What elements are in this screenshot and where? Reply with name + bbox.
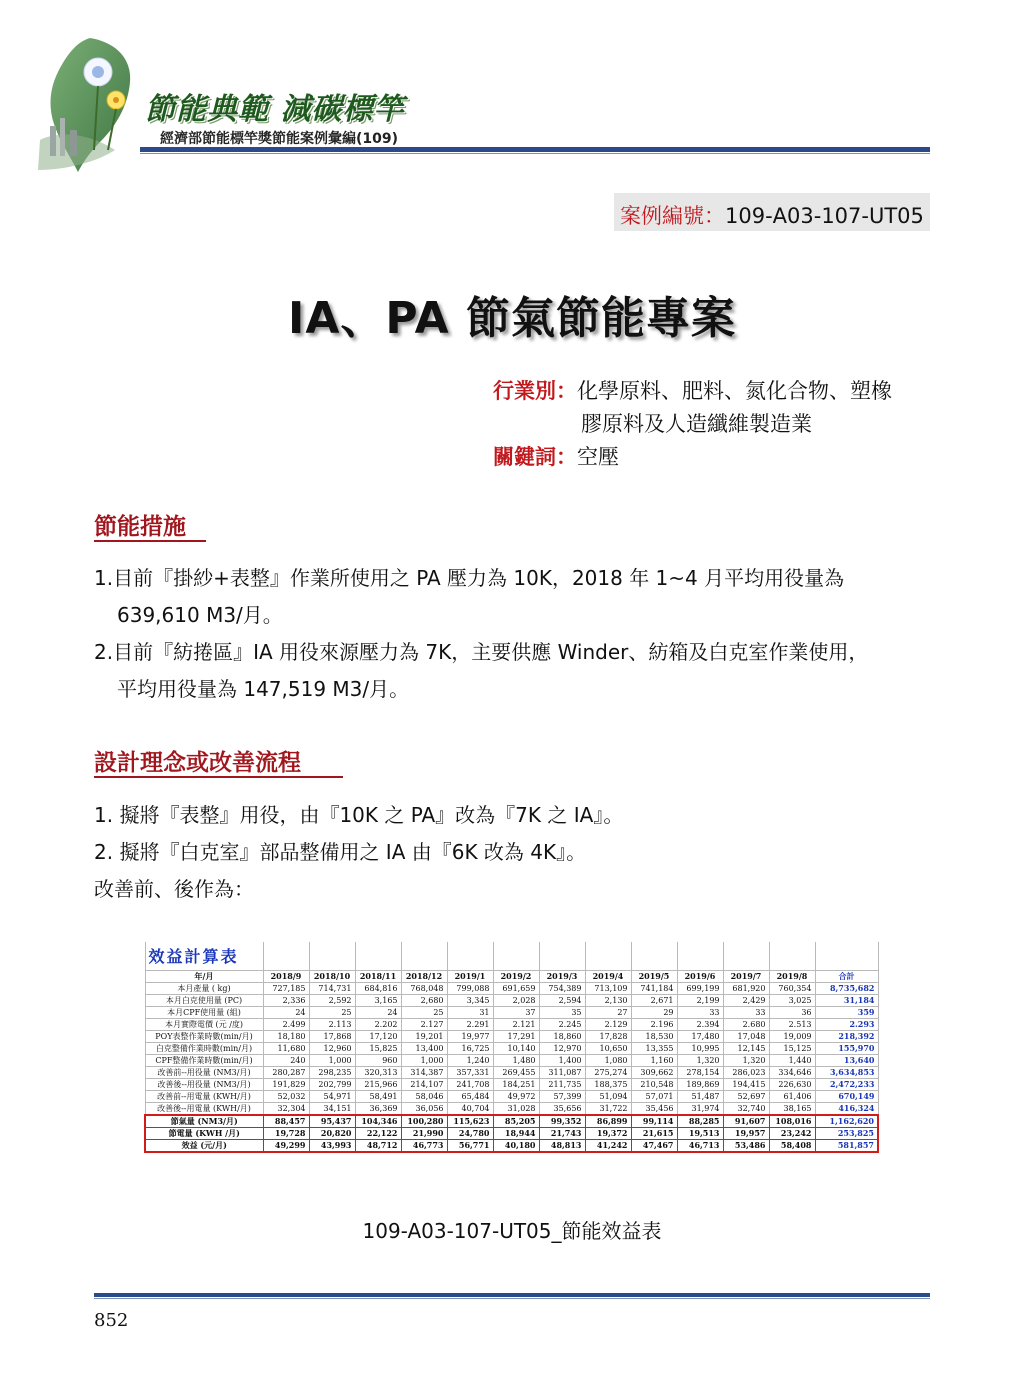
table-cell: 188,375 [585,1079,631,1091]
table-title-filler [539,942,585,971]
measure-line-4: 平均用役量為 147,519 M3/月。 [117,677,410,701]
table-cell: 2,680 [401,995,447,1007]
industry-value-1: 化學原料、肥料、氮化合物、塑橡 [577,379,892,403]
table-cell: 2.113 [309,1019,355,1031]
table-cell: 3,025 [769,995,815,1007]
design-line-3: 改善前、後作為： [94,877,254,901]
footer-divider [94,1293,930,1297]
table-cell: 713,109 [585,983,631,995]
table-cell: 19,372 [585,1128,631,1140]
table-cell: 13,400 [401,1043,447,1055]
industry-label: 行業別： [493,379,577,403]
table-cell: 53,486 [723,1140,769,1153]
table-cell: 58,408 [769,1140,815,1153]
row-label: POY表整作業時數(min/月) [145,1031,263,1043]
column-header: 2018/11 [355,971,401,983]
table-title-filler [493,942,539,971]
table-cell: 16,725 [447,1043,493,1055]
design-line-2: 2. 擬將『白克室』部品整備用之 IA 由『6K 改為 4K』。 [94,840,587,864]
table-cell: 35,656 [539,1103,585,1116]
total-cell: 8,735,682 [815,983,878,995]
table-cell: 19,728 [263,1128,309,1140]
table-cell: 1,480 [493,1055,539,1067]
table-cell: 754,389 [539,983,585,995]
row-label: CPF整備作業時數(min/月) [145,1055,263,1067]
table-cell: 49,299 [263,1140,309,1153]
table-row [145,1031,878,1043]
table-cell: 19,513 [677,1128,723,1140]
keyword-line [493,441,619,471]
table-cell: 684,816 [355,983,401,995]
table-cell: 2,671 [631,995,677,1007]
row-label: 效益 (元/月) [145,1140,263,1153]
table-cell: 202,799 [309,1079,355,1091]
table-cell: 24,780 [447,1128,493,1140]
row-label: 改善後--用役量 (NM3/月) [145,1079,263,1091]
table-cell: 19,201 [401,1031,447,1043]
table-cell: 36,369 [355,1103,401,1116]
row-label: 本月CPF使用量 (組) [145,1007,263,1019]
table-cell: 3,165 [355,995,401,1007]
table-cell: 681,920 [723,983,769,995]
table-cell: 34,151 [309,1103,355,1116]
table-cell: 35,456 [631,1103,677,1116]
table-cell: 10,140 [493,1043,539,1055]
table-cell: 57,399 [539,1091,585,1103]
total-cell: 670,149 [815,1091,878,1103]
table-cell: 10,995 [677,1043,723,1055]
total-cell: 218,392 [815,1031,878,1043]
table-cell: 40,180 [493,1140,539,1153]
row-label: 節氣量 (NM3/月) [145,1115,263,1128]
column-header: 2019/7 [723,971,769,983]
table-cell: 699,199 [677,983,723,995]
table-cell: 100,280 [401,1115,447,1128]
design-line-1: 1. 擬將『表整』用役，由『10K 之 PA』改為『7K 之 IA』。 [94,803,624,827]
table-cell: 19,977 [447,1031,493,1043]
table-cell: 51,094 [585,1091,631,1103]
banner-subtitle: 經濟部節能標竿獎節能案例彙編(109) [160,131,399,147]
table-cell: 33 [677,1007,723,1019]
table-cell: 17,828 [585,1031,631,1043]
table-cell: 691,659 [493,983,539,995]
table-cell: 714,731 [309,983,355,995]
table-cell: 211,735 [539,1079,585,1091]
case-number-label: 案例編號： [620,204,725,228]
column-header: 2019/6 [677,971,723,983]
table-cell: 3,345 [447,995,493,1007]
keyword-label: 關鍵詞： [493,445,577,469]
table-cell: 49,972 [493,1091,539,1103]
column-header: 2019/4 [585,971,631,983]
table-cell: 298,235 [309,1067,355,1079]
table-cell: 12,145 [723,1043,769,1055]
table-row-highlight [145,1128,878,1140]
table-title-filler [677,942,723,971]
header-divider-thin [140,153,930,154]
section-heading-measures: 節能措施 [94,514,186,540]
table-cell: 280,287 [263,1067,309,1079]
table-row [145,1091,878,1103]
table-title: 效益計算表 [145,942,263,971]
table-cell: 52,697 [723,1091,769,1103]
total-cell: 253,825 [815,1128,878,1140]
header-divider [140,147,930,152]
table-title-filler [585,942,631,971]
table-cell: 17,291 [493,1031,539,1043]
table-cell: 58,046 [401,1091,447,1103]
table-cell: 2.127 [401,1019,447,1031]
total-cell: 13,640 [815,1055,878,1067]
table-cell: 2.680 [723,1019,769,1031]
table-cell: 65,484 [447,1091,493,1103]
table-cell: 1,400 [539,1055,585,1067]
row-label: 本月白克使用量 (PC) [145,995,263,1007]
table-cell: 960 [355,1055,401,1067]
table-cell: 17,120 [355,1031,401,1043]
table-cell: 240 [263,1055,309,1067]
table-title-filler [355,942,401,971]
table-cell: 278,154 [677,1067,723,1079]
table-cell: 25 [309,1007,355,1019]
table-cell: 760,354 [769,983,815,995]
table-cell: 15,825 [355,1043,401,1055]
benefit-calculation-table [144,942,877,1206]
table-cell: 189,869 [677,1079,723,1091]
section-heading-design: 設計理念或改善流程 [94,750,301,776]
table-cell: 32,304 [263,1103,309,1116]
case-number [620,200,924,230]
table-cell: 215,966 [355,1079,401,1091]
column-header: 2019/5 [631,971,677,983]
row-label: 改善前--用役量 (NM3/月) [145,1067,263,1079]
table-cell: 40,704 [447,1103,493,1116]
table-row [145,1079,878,1091]
table-title-filler [723,942,769,971]
table-cell: 43,993 [309,1140,355,1153]
column-header: 2019/8 [769,971,815,983]
column-header-label: 年/月 [145,971,263,983]
table-cell: 56,771 [447,1140,493,1153]
table-cell: 88,457 [263,1115,309,1128]
table-cell: 1,440 [769,1055,815,1067]
table-cell: 19,957 [723,1128,769,1140]
table-cell: 41,242 [585,1140,631,1153]
table-cell: 104,346 [355,1115,401,1128]
table-cell: 309,662 [631,1067,677,1079]
table-title-row [145,942,878,971]
table-cell: 1,000 [401,1055,447,1067]
table-row-highlight [145,1140,878,1153]
table-cell: 1,160 [631,1055,677,1067]
table-cell: 311,087 [539,1067,585,1079]
table-cell: 57,071 [631,1091,677,1103]
table-cell: 85,205 [493,1115,539,1128]
section-underline [94,540,206,542]
keyword-value: 空壓 [577,445,619,469]
industry-line-1 [493,375,892,405]
table-cell: 35 [539,1007,585,1019]
table-cell: 799,088 [447,983,493,995]
table-cell: 99,114 [631,1115,677,1128]
table-cell: 21,743 [539,1128,585,1140]
table-cell: 29 [631,1007,677,1019]
column-header: 2019/3 [539,971,585,983]
benefit-table [144,942,879,1153]
table-cell: 51,487 [677,1091,723,1103]
table-cell: 12,970 [539,1043,585,1055]
table-cell: 2.202 [355,1019,401,1031]
column-header: 2018/12 [401,971,447,983]
table-cell: 334,646 [769,1067,815,1079]
table-cell: 18,530 [631,1031,677,1043]
table-cell: 36 [769,1007,815,1019]
table-cell: 22,122 [355,1128,401,1140]
table-row [145,1019,878,1031]
table-row [145,1055,878,1067]
table-cell: 21,615 [631,1128,677,1140]
column-header: 2019/2 [493,971,539,983]
column-header: 2019/1 [447,971,493,983]
total-cell: 359 [815,1007,878,1019]
table-cell: 226,630 [769,1079,815,1091]
taiwan-logo-graphic [20,30,160,180]
page-number: 852 [94,1310,129,1331]
table-cell: 2,130 [585,995,631,1007]
table-title-filler [447,942,493,971]
table-cell: 2,028 [493,995,539,1007]
table-cell: 1,320 [677,1055,723,1067]
table-row [145,995,878,1007]
table-cell: 31,028 [493,1103,539,1116]
table-cell: 115,623 [447,1115,493,1128]
row-label: 節電量 (KWH /月) [145,1128,263,1140]
table-cell: 2.291 [447,1019,493,1031]
table-row [145,1043,878,1055]
table-cell: 18,180 [263,1031,309,1043]
table-cell: 1,240 [447,1055,493,1067]
table-cell: 357,331 [447,1067,493,1079]
table-cell: 21,990 [401,1128,447,1140]
table-cell: 768,048 [401,983,447,995]
total-cell: 2.293 [815,1019,878,1031]
table-cell: 184,251 [493,1079,539,1091]
table-cell: 27 [585,1007,631,1019]
table-cell: 2.499 [263,1019,309,1031]
row-label: 白克整備作業時數(min/月) [145,1043,263,1055]
table-cell: 286,023 [723,1067,769,1079]
row-label: 改善後--用電量 (KWH/月) [145,1103,263,1116]
measure-line-1: 1.目前『掛紗+表整』作業所使用之 PA 壓力為 10K，2018 年 1~4 月平均用役量為 [94,566,845,590]
case-number-value: 109-A03-107-UT05 [725,204,924,228]
table-cell: 108,016 [769,1115,815,1128]
total-cell: 1,162,620 [815,1115,878,1128]
footer-divider-thin [94,1298,930,1299]
table-cell: 31,722 [585,1103,631,1116]
table-cell: 2,429 [723,995,769,1007]
table-title-filler [309,942,355,971]
table-cell: 99,352 [539,1115,585,1128]
table-cell: 86,899 [585,1115,631,1128]
row-label: 改善前--用電量 (KWH/月) [145,1091,263,1103]
table-cell: 2,594 [539,995,585,1007]
table-cell: 2.513 [769,1019,815,1031]
table-cell: 95,437 [309,1115,355,1128]
table-caption: 109-A03-107-UT05_節能效益表 [362,1219,662,1243]
table-cell: 13,355 [631,1043,677,1055]
table-cell: 269,455 [493,1067,539,1079]
table-cell: 1,320 [723,1055,769,1067]
table-title-filler [815,942,878,971]
measure-line-2: 639,610 M3/月。 [117,603,283,627]
table-cell: 33 [723,1007,769,1019]
table-cell: 2,199 [677,995,723,1007]
table-cell: 23,242 [769,1128,815,1140]
table-cell: 54,971 [309,1091,355,1103]
table-cell: 241,708 [447,1079,493,1091]
table-row [145,1067,878,1079]
table-cell: 1,000 [309,1055,355,1067]
table-cell: 214,107 [401,1079,447,1091]
table-cell: 2,592 [309,995,355,1007]
row-label: 本月產量 ( kg) [145,983,263,995]
table-cell: 194,415 [723,1079,769,1091]
table-cell: 61,406 [769,1091,815,1103]
table-header-row [145,971,878,983]
table-cell: 1,080 [585,1055,631,1067]
table-cell: 314,387 [401,1067,447,1079]
total-cell: 2,472,233 [815,1079,878,1091]
table-cell: 17,480 [677,1031,723,1043]
table-cell: 17,868 [309,1031,355,1043]
table-title-filler [401,942,447,971]
table-cell: 88,285 [677,1115,723,1128]
table-cell: 48,813 [539,1140,585,1153]
table-cell: 19,009 [769,1031,815,1043]
total-cell: 155,970 [815,1043,878,1055]
total-cell: 31,184 [815,995,878,1007]
row-label: 本月實際電價 (元 /度) [145,1019,263,1031]
banner-title: 節能典範 減碳標竿 [145,92,405,127]
table-cell: 47,467 [631,1140,677,1153]
table-cell: 18,944 [493,1128,539,1140]
table-cell: 48,712 [355,1140,401,1153]
table-cell: 46,773 [401,1140,447,1153]
table-cell: 12,960 [309,1043,355,1055]
table-cell: 24 [355,1007,401,1019]
table-cell: 275,274 [585,1067,631,1079]
table-cell: 2.245 [539,1019,585,1031]
table-cell: 741,184 [631,983,677,995]
table-row [145,983,878,995]
total-cell: 581,857 [815,1140,878,1153]
table-cell: 2.196 [631,1019,677,1031]
table-cell: 46,713 [677,1140,723,1153]
table-cell: 38,165 [769,1103,815,1116]
table-cell: 2.121 [493,1019,539,1031]
table-cell: 18,860 [539,1031,585,1043]
table-cell: 24 [263,1007,309,1019]
table-cell: 31,974 [677,1103,723,1116]
column-header: 合計 [815,971,878,983]
table-title-filler [631,942,677,971]
table-cell: 20,820 [309,1128,355,1140]
total-cell: 416,324 [815,1103,878,1116]
section-underline [94,776,343,778]
table-cell: 10,650 [585,1043,631,1055]
table-cell: 2,336 [263,995,309,1007]
table-cell: 15,125 [769,1043,815,1055]
page-title: IA、PA 節氣節能專案 [287,293,736,344]
table-cell: 2.394 [677,1019,723,1031]
table-cell: 320,313 [355,1067,401,1079]
table-title-filler [769,942,815,971]
table-cell: 32,740 [723,1103,769,1116]
table-cell: 17,048 [723,1031,769,1043]
table-cell: 210,548 [631,1079,677,1091]
table-cell: 58,491 [355,1091,401,1103]
table-title-filler [263,942,309,971]
table-cell: 727,185 [263,983,309,995]
table-cell: 52,032 [263,1091,309,1103]
total-cell: 3,634,853 [815,1067,878,1079]
table-row [145,1103,878,1116]
table-row [145,1007,878,1019]
table-cell: 25 [401,1007,447,1019]
table-cell: 11,680 [263,1043,309,1055]
table-cell: 36,056 [401,1103,447,1116]
table-row-highlight [145,1115,878,1128]
industry-value-2: 膠原料及人造纖維製造業 [581,412,812,436]
table-cell: 31 [447,1007,493,1019]
column-header: 2018/9 [263,971,309,983]
table-cell: 2.129 [585,1019,631,1031]
measure-line-3: 2.目前『紡捲區』IA 用役來源壓力為 7K，主要供應 Winder、紡箱及白克室作業使用， [94,640,869,664]
table-cell: 191,829 [263,1079,309,1091]
table-cell: 91,607 [723,1115,769,1128]
column-header: 2018/10 [309,971,355,983]
table-cell: 37 [493,1007,539,1019]
